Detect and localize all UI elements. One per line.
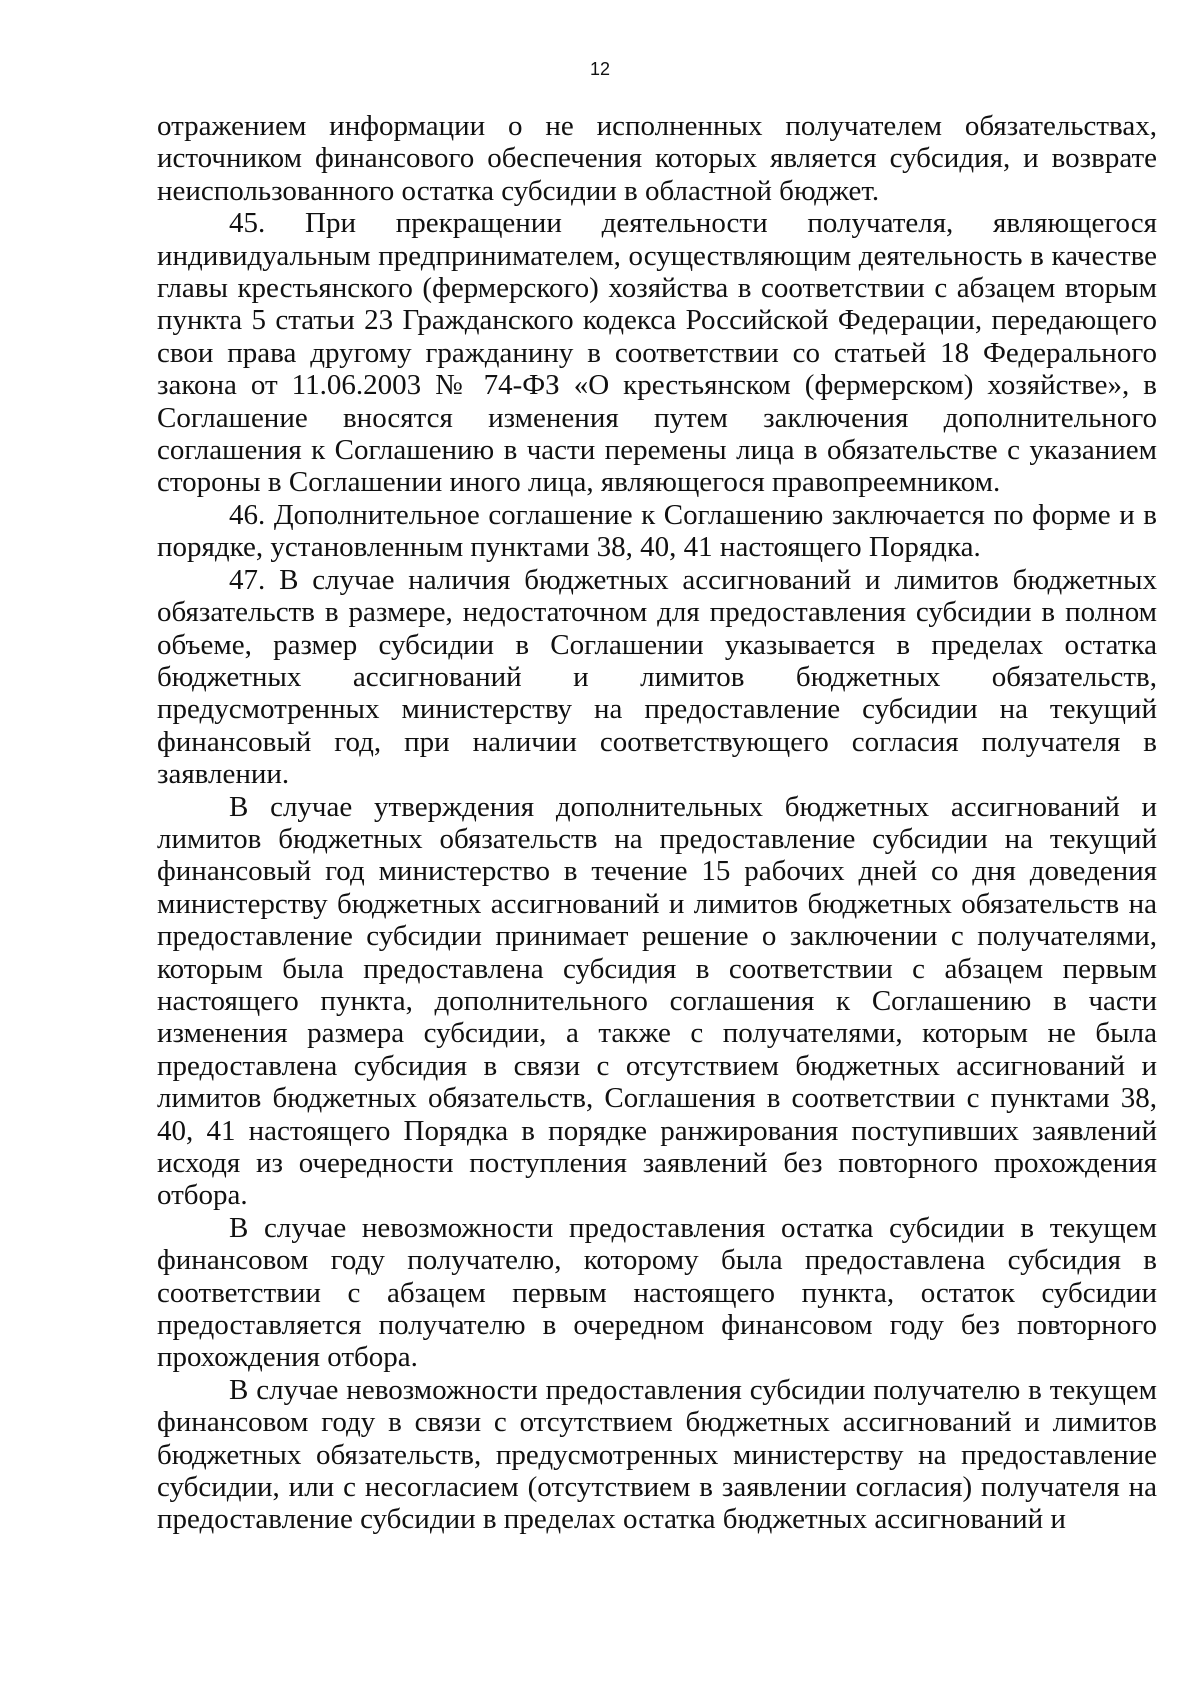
paragraph-impossibility-of-subsidy: В случае невозможности предоставления субсидии получателю в текущем финансовом году в связи с отсутствием бюджетных ассигнований и лимитов бюджетных обязательств, предусмотренных министерству на предоставление субсидии, или с несогласием (отсутствием в заявлении согласия) получателя на предоставление субсидии в пределах остатка бюджетных ассигнований и bbox=[157, 1373, 1157, 1536]
paragraph-remaining-subsidy: В случае невозможности предоставления остатка субсидии в текущем финансовом году получателю, которому была предоставлена субсидия в соответствии с абзацем первым настоящего пункта, остаток субсидии предоставляется получателю в очередном финансовом году без повторного прохождения отбора. bbox=[157, 1211, 1157, 1374]
paragraph-item-45: 45. При прекращении деятельности получателя, являющегося индивидуальным предпринимателем, осуществляющим деятельность в качестве главы крестьянского (фермерского) хозяйства в соответствии с абзацем вторым пункта 5 статьи 23 Гражданского кодекса Российской Федерации, передающего свои права другому гражданину в соответствии со статьей 18 Федерального закона от 11.06.2003 № 74-ФЗ «О крестьянском (фермерском) хозяйстве», в Соглашение вносятся изменения путем заключения дополнительного соглашения к Соглашению в части перемены лица в обязательстве с указанием стороны в Соглашении иного лица, являющегося правопреемником. bbox=[157, 207, 1157, 499]
document-body bbox=[157, 110, 1157, 1536]
page-number: 12 bbox=[589, 59, 611, 79]
paragraph-item-47: 47. В случае наличия бюджетных ассигнований и лимитов бюджетных обязательств в размере, недостаточном для предоставления субсидии в полном объеме, размер субсидии в Соглашении указывается в пределах остатка бюджетных ассигнований и лимитов бюджетных обязательств, предусмотренных министерству на предоставление субсидии на текущий финансовый год, при наличии соответствующего согласия получателя в заявлении. bbox=[157, 563, 1157, 791]
paragraph-continuation: отражением информации о не исполненных получателем обязательствах, источником финансового обеспечения которых является субсидия, и возврате неиспользованного остатка субсидии в областной бюджет. bbox=[157, 110, 1157, 207]
paragraph-additional-allocations: В случае утверждения дополнительных бюджетных ассигнований и лимитов бюджетных обязательств на предоставление субсидии на текущий финансовый год министерство в течение 15 рабочих дней со дня доведения министерству бюджетных ассигнований и лимитов бюджетных обязательств на предоставление субсидии принимает решение о заключении с получателями, которым была предоставлена субсидия в соответствии с абзацем первым настоящего пункта, дополнительного соглашения к Соглашению в части изменения размера субсидии, а также с получателями, которым не была предоставлена субсидия в связи с отсутствием бюджетных ассигнований и лимитов бюджетных обязательств, Соглашения в соответствии с пунктами 38, 40, 41 настоящего Порядка в порядке ранжирования поступивших заявлений исходя из очередности поступления заявлений без повторного прохождения отбора. bbox=[157, 790, 1157, 1212]
paragraph-item-46: 46. Дополнительное соглашение к Соглашению заключается по форме и в порядке, установленным пунктами 38, 40, 41 настоящего Порядка. bbox=[157, 498, 1157, 564]
